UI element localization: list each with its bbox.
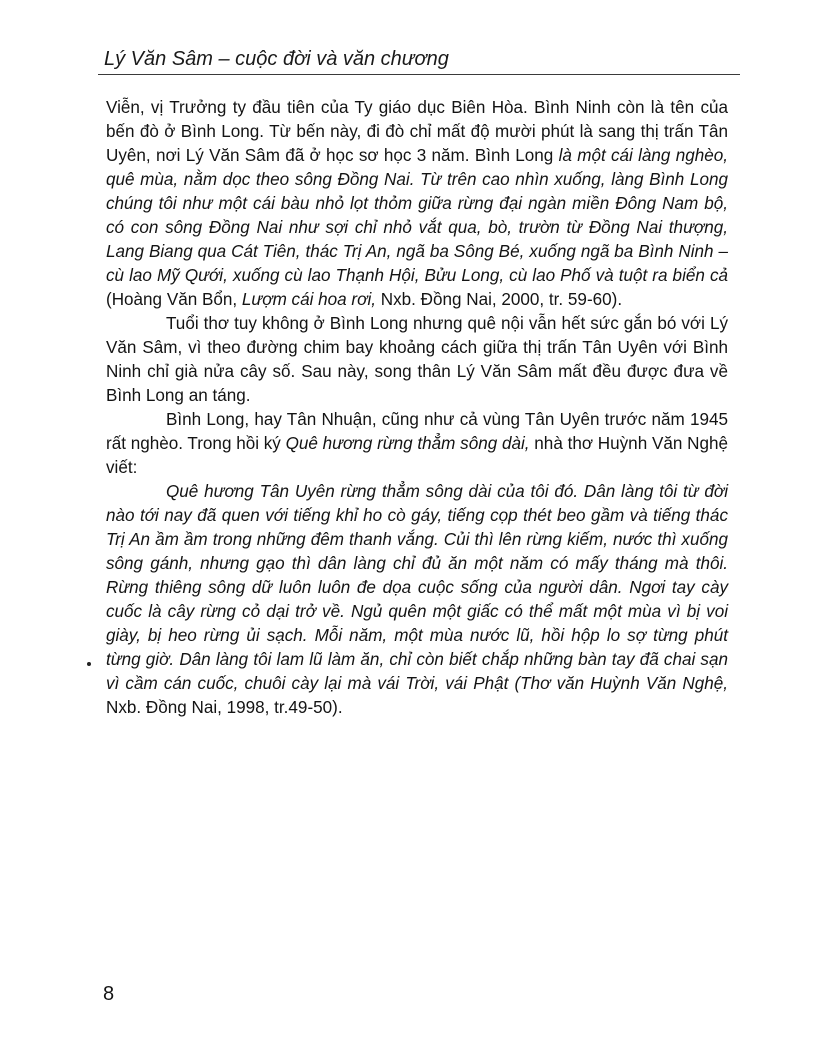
text-run: Nxb. Đồng Nai, 2000, tr. 59-60). xyxy=(376,290,623,309)
text-run: Tuổi thơ tuy không ở Bình Long nhưng quê nội vẫn hết sức gắn bó với Lý Văn Sâm, vì theo đường chim bay khoảng cách giữa thị trấn Tân Uyên với Bình Ninh chỉ già nửa cây số. Sau này, song thân Lý Văn Sâm mất đều được đưa về Bình Long an táng. xyxy=(106,314,728,405)
italic-text-run: Quê hương Tân Uyên rừng thẳm sông dài của tôi đó. Dân làng tôi từ đời nào tới nay đã quen với tiếng khỉ ho cò gáy, tiếng cọp thét beo gầm và tiếng thác Trị An ầm ầm trong những đêm thanh vắng. Củi thì lên rừng kiếm, nước thì xuống sông gánh, nhưng gạo thì dân làng chỉ đủ ăn một năm có mấy tháng mà thôi. Rừng thiêng sông dữ luôn luôn đe dọa cuộc sống của người dân. Ngơi tay cày cuốc là cây rừng cỏ dại trở về. Ngủ quên một giấc có thể mất một mùa vì bị voi giày, bị heo rừng ủi sạch. Mỗi năm, một mùa nước lũ, hồi hộp lo sợ từng phút từng giờ. Dân làng tôi lam lũ làm ăn, chỉ còn biết chắp những bàn tay đã chai sạn vì cầm cán cuốc, chuôi cày lại mà vái Trời, vái Phật (Thơ văn Huỳnh Văn Nghệ, xyxy=(106,482,728,693)
margin-dot xyxy=(87,662,91,666)
text-run: nhà thơ Huỳnh Văn Nghệ viết: xyxy=(106,434,728,477)
running-header: Lý Văn Sâm – cuộc đời và văn chương xyxy=(104,48,449,70)
header-rule xyxy=(98,74,740,75)
paragraph xyxy=(106,312,728,408)
text-run: Nxb. Đồng Nai, 1998, tr.49-50). xyxy=(106,698,343,717)
text-run: Bình Long, hay Tân Nhuận, cũng như cả vùng Tân Uyên trước năm 1945 rất nghèo. Trong hồi ký xyxy=(106,410,728,453)
body-text xyxy=(106,96,728,720)
italic-text-run: Lượm cái hoa rơi, xyxy=(241,290,376,309)
page-number: 8 xyxy=(103,983,115,1005)
paragraph xyxy=(106,408,728,480)
text-run: Viễn, vị Trưởng ty đầu tiên của Ty giáo dục Biên Hòa. Bình Ninh còn là tên của bến đò ở Bình Long. Từ bến này, đi đò chỉ mất độ mười phút là sang thị trấn Tân Uyên, nơi Lý Văn Sâm đã ở học sơ học 3 năm. Bình Long xyxy=(106,98,728,165)
paragraph xyxy=(106,96,728,312)
italic-text-run: là một cái làng nghèo, quê mùa, nằm dọc theo sông Đồng Nai. Từ trên cao nhìn xuống, làng Bình Long chúng tôi như một cái bàu nhỏ lọt thỏm giữa rừng đại ngàn miền Đông Nam bộ, có con sông Đồng Nai như sợi chỉ nhỏ vắt qua, bò, trườn từ Đồng Nai thượng, Lang Biang qua Cát Tiên, thác Trị An, ngã ba Sông Bé, xuống ngã ba Bình Ninh – cù lao Mỹ Qưới, xuống cù lao Thạnh Hội, Bửu Long, cù lao Phố và tuột ra biển cả xyxy=(106,146,729,285)
paragraph xyxy=(106,480,728,720)
text-run: (Hoàng Văn Bổn, xyxy=(106,290,242,309)
italic-text-run: Quê hương rừng thẳm sông dài, xyxy=(285,434,530,453)
